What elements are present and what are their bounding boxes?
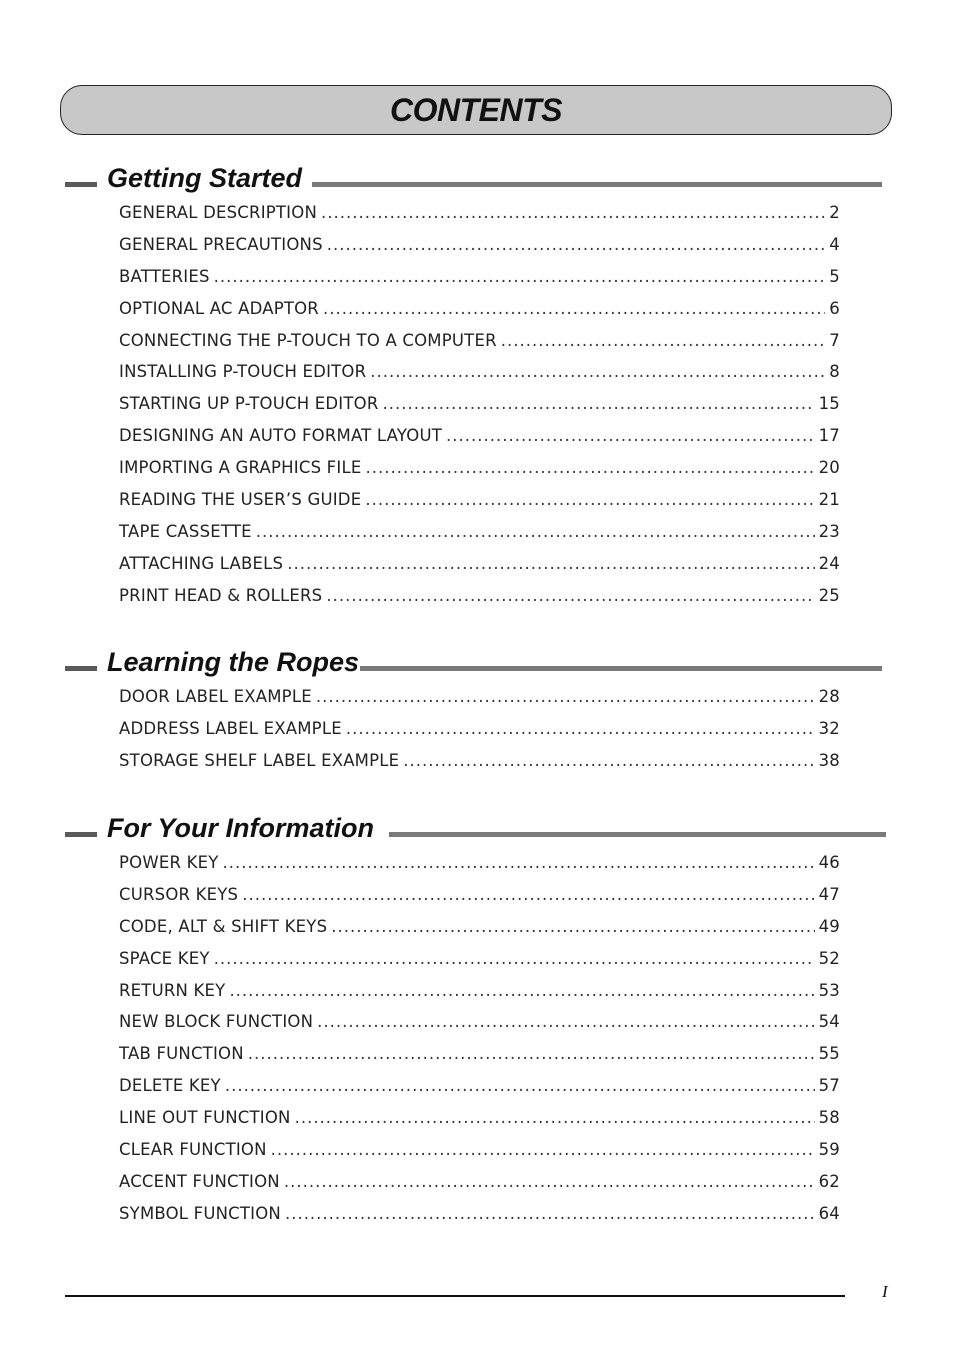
toc-entry-page-number: 62 — [818, 1171, 840, 1191]
toc-entry-page-number: 28 — [818, 687, 840, 706]
section-lead-bar — [65, 666, 97, 671]
toc-entry-label: ATTACHING LABELS — [119, 553, 284, 573]
dot-leader — [346, 719, 815, 738]
toc-entry-page-number: 32 — [818, 718, 840, 738]
toc-list — [0, 203, 954, 618]
toc-entry[interactable] — [119, 949, 840, 981]
dot-leader — [316, 687, 815, 706]
dot-leader — [321, 203, 825, 222]
toc-entry-page-number: 38 — [818, 750, 840, 770]
dot-leader — [287, 554, 814, 573]
toc-entry-label: CODE, ALT & SHIFT KEYS — [119, 916, 328, 936]
toc-entry-label: GENERAL DESCRIPTION — [119, 203, 317, 222]
toc-entry-label: DOOR LABEL EXAMPLE — [119, 687, 312, 706]
toc-entry[interactable] — [119, 1172, 840, 1204]
toc-entry-page-number: 47 — [818, 884, 840, 904]
toc-entry-page-number: 17 — [818, 426, 840, 446]
section-header — [0, 813, 954, 853]
toc-entry[interactable] — [119, 719, 840, 751]
dot-leader — [223, 853, 815, 872]
toc-entry[interactable] — [119, 490, 840, 522]
toc-entry-page-number: 59 — [818, 1140, 840, 1160]
toc-entry-page-number: 4 — [829, 234, 840, 254]
toc-entry-label: TAB FUNCTION — [119, 1044, 244, 1064]
toc-entry[interactable] — [119, 362, 840, 394]
toc-entry-label: CONNECTING THE P-TOUCH TO A COMPUTER — [119, 330, 497, 350]
dot-leader — [229, 981, 814, 1000]
toc-entry-label: INSTALLING P-TOUCH EDITOR — [119, 362, 367, 382]
dot-leader — [327, 235, 826, 254]
toc-entry-page-number: 24 — [818, 553, 840, 573]
toc-entry[interactable] — [119, 267, 840, 299]
toc-entry[interactable] — [119, 426, 840, 458]
toc-entry-label: CLEAR FUNCTION — [119, 1140, 267, 1160]
toc-entry-label: LINE OUT FUNCTION — [119, 1108, 291, 1128]
toc-entry[interactable] — [119, 299, 840, 331]
toc-entry-label: SYMBOL FUNCTION — [119, 1203, 281, 1223]
toc-entry-label: CURSOR KEYS — [119, 884, 239, 904]
dot-leader — [365, 490, 814, 509]
page-title: CONTENTS — [390, 91, 562, 128]
dot-leader — [214, 949, 815, 968]
toc-entry-label: POWER KEY — [119, 853, 219, 872]
toc-entry-page-number: 23 — [818, 521, 840, 541]
toc-entry-label: PRINT HEAD & ROLLERS — [119, 585, 323, 605]
toc-entry-label: READING THE USER’S GUIDE — [119, 490, 362, 510]
section-lead-bar — [65, 182, 97, 187]
toc-entry-page-number: 7 — [829, 330, 840, 350]
toc-entry[interactable] — [119, 522, 840, 554]
dot-leader — [256, 522, 815, 541]
dot-leader — [326, 586, 814, 605]
toc-entry[interactable] — [119, 917, 840, 949]
dot-leader — [317, 1012, 814, 1031]
toc-entry[interactable] — [119, 751, 840, 783]
toc-entry[interactable] — [119, 1076, 840, 1108]
dot-leader — [295, 1108, 815, 1127]
toc-entry-label: OPTIONAL AC ADAPTOR — [119, 298, 319, 318]
section-header — [0, 647, 954, 687]
toc-entry-page-number: 21 — [818, 490, 840, 510]
dot-leader — [225, 1076, 815, 1095]
toc-entry-page-number: 2 — [829, 203, 840, 222]
toc-entry[interactable] — [119, 1012, 840, 1044]
toc-entry[interactable] — [119, 853, 840, 885]
toc-entry-label: TAPE CASSETTE — [119, 521, 252, 541]
section-getting-started — [0, 163, 954, 618]
toc-entry-page-number: 20 — [818, 458, 840, 478]
section-title: For Your Information — [107, 813, 374, 843]
toc-entry[interactable] — [119, 1140, 840, 1172]
section-rule — [360, 666, 882, 671]
toc-entry[interactable] — [119, 203, 840, 235]
dot-leader — [446, 426, 815, 445]
toc-entry-page-number: 54 — [818, 1012, 840, 1032]
toc-entry-label: GENERAL PRECAUTIONS — [119, 234, 323, 254]
toc-entry[interactable] — [119, 981, 840, 1013]
dot-leader — [284, 1172, 815, 1191]
toc-list — [0, 687, 954, 783]
toc-entry[interactable] — [119, 1108, 840, 1140]
dot-leader — [382, 394, 814, 413]
dot-leader — [403, 751, 814, 770]
dot-leader — [501, 331, 826, 350]
toc-entry[interactable] — [119, 554, 840, 586]
dot-leader — [271, 1140, 815, 1159]
toc-entry[interactable] — [119, 1044, 840, 1076]
toc-entry[interactable] — [119, 331, 840, 363]
contents-title-bar — [60, 85, 892, 135]
section-lead-bar — [65, 832, 97, 837]
dot-leader — [331, 917, 814, 936]
toc-entry[interactable] — [119, 687, 840, 719]
toc-entry[interactable] — [119, 885, 840, 917]
toc-entry-label: ACCENT FUNCTION — [119, 1171, 280, 1191]
toc-entry-page-number: 5 — [829, 266, 840, 286]
toc-entry-label: DELETE KEY — [119, 1076, 221, 1096]
toc-entry-page-number: 6 — [829, 298, 840, 318]
toc-entry[interactable] — [119, 235, 840, 267]
toc-entry-page-number: 52 — [818, 948, 840, 968]
toc-entry[interactable] — [119, 458, 840, 490]
toc-entry[interactable] — [119, 1204, 840, 1236]
toc-entry-label: NEW BLOCK FUNCTION — [119, 1012, 314, 1032]
dot-leader — [370, 362, 825, 381]
toc-entry[interactable] — [119, 586, 840, 618]
dot-leader — [242, 885, 814, 904]
toc-entry-label: BATTERIES — [119, 266, 210, 286]
dot-leader — [214, 267, 826, 286]
toc-entry-page-number: 55 — [818, 1044, 840, 1064]
toc-entry-label: SPACE KEY — [119, 948, 210, 968]
page-number: I — [882, 1282, 888, 1301]
section-header — [0, 163, 954, 203]
section-title: Getting Started — [107, 163, 303, 193]
section-rule — [312, 182, 882, 187]
toc-entry-page-number: 46 — [818, 853, 840, 872]
toc-entry-page-number: 53 — [818, 980, 840, 1000]
section-for-your-information — [0, 813, 954, 1236]
toc-entry-label: ADDRESS LABEL EXAMPLE — [119, 718, 342, 738]
toc-entry-page-number: 15 — [818, 394, 840, 414]
toc-entry-label: STARTING UP P-TOUCH EDITOR — [119, 394, 379, 414]
toc-entry-label: DESIGNING AN AUTO FORMAT LAYOUT — [119, 426, 442, 446]
toc-entry[interactable] — [119, 394, 840, 426]
toc-entry-label: RETURN KEY — [119, 980, 226, 1000]
dot-leader — [248, 1044, 815, 1063]
dot-leader — [285, 1204, 815, 1223]
section-learning-the-ropes — [0, 647, 954, 783]
dot-leader — [323, 299, 825, 318]
toc-entry-page-number: 58 — [818, 1108, 840, 1128]
toc-entry-page-number: 57 — [818, 1076, 840, 1096]
toc-entry-label: IMPORTING A GRAPHICS FILE — [119, 458, 362, 478]
toc-entry-page-number: 25 — [818, 585, 840, 605]
toc-entry-page-number: 8 — [829, 362, 840, 382]
toc-entry-page-number: 49 — [818, 916, 840, 936]
dot-leader — [365, 458, 814, 477]
section-title: Learning the Ropes — [107, 647, 360, 677]
toc-entry-page-number: 64 — [818, 1203, 840, 1223]
toc-list — [0, 853, 954, 1236]
footer-rule — [65, 1295, 845, 1297]
section-rule — [389, 832, 886, 837]
toc-entry-label: STORAGE SHELF LABEL EXAMPLE — [119, 750, 400, 770]
